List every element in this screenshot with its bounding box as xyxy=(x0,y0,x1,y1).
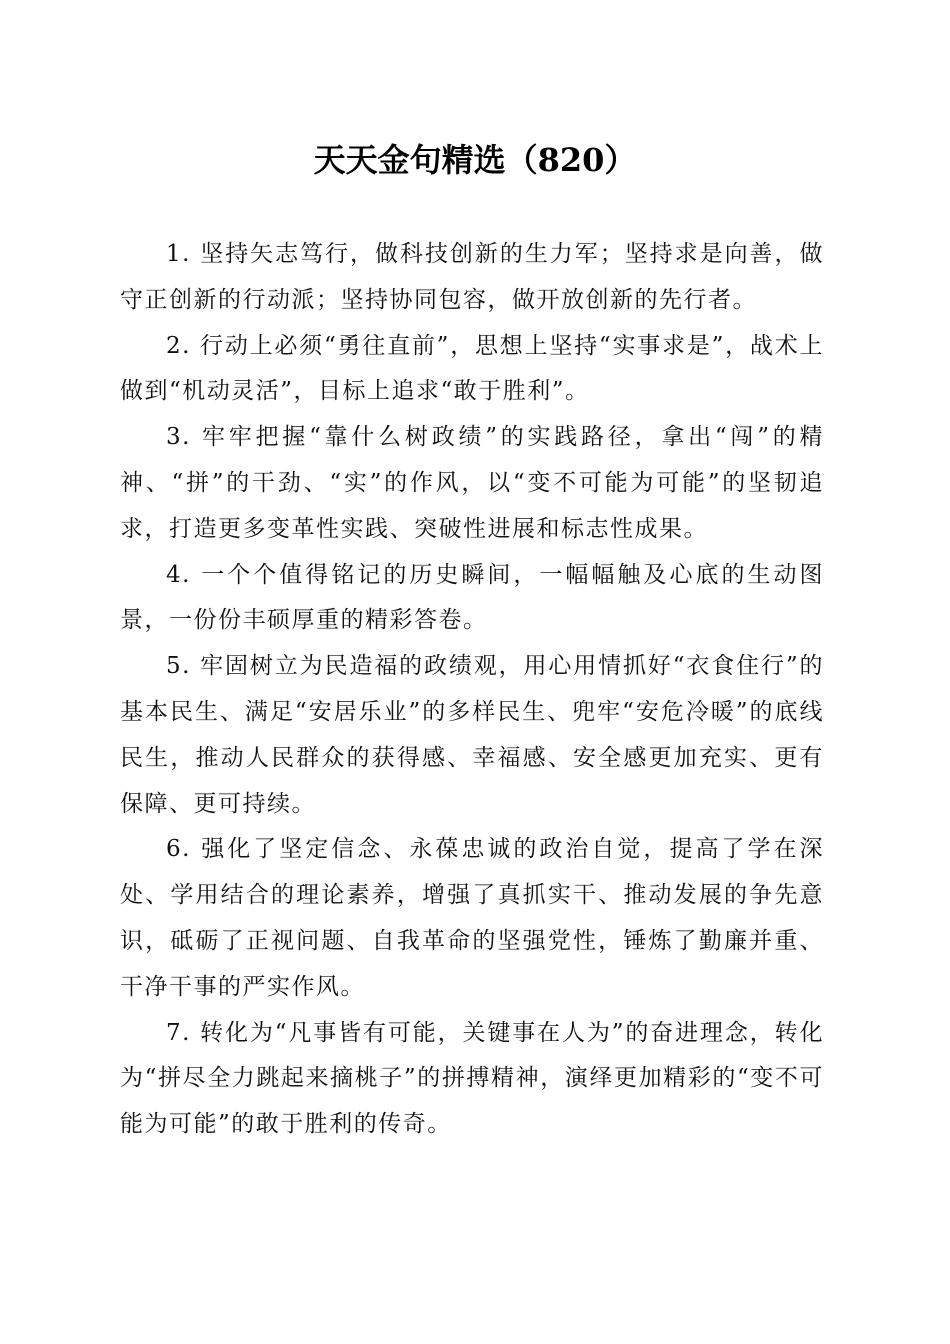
quote-paragraph-5: 5. 牢固树立为民造福的政绩观，用心用情抓好“衣食住行”的基本民生、满足“安居乐业”的多样民生、兜牢“安危冷暖”的底线民生，推动人民群众的获得感、幸福感、安全感更加充实、更有保障、更可持续。 xyxy=(120,653,824,817)
quote-paragraph-1: 1. 坚持矢志笃行，做科技创新的生力军；坚持求是向善，做守正创新的行动派；坚持协同包容，做开放创新的先行者。 xyxy=(120,241,824,313)
document-title: 天天金句精选（820） xyxy=(313,141,637,179)
quote-paragraph-2: 2. 行动上必须“勇往直前”，思想上坚持“实事求是”，战术上做到“机动灵活”，目标上追求“敢于胜利”。 xyxy=(120,332,824,405)
quote-paragraph-3: 3. 牢牢把握“靠什么树政绩”的实践路径，拿出“闯”的精神、“拼”的干劲、“实”的作风，以“变不可能为可能”的坚韧追求，打造更多变革性实践、突破性进展和标志性成果。 xyxy=(120,424,824,542)
quote-paragraph-4: 4. 一个个值得铭记的历史瞬间，一幅幅触及心底的生动图景，一份份丰硕厚重的精彩答卷。 xyxy=(120,561,824,634)
document-body xyxy=(120,232,824,1148)
quote-paragraph-7: 7. 转化为“凡事皆有可能，关键事在人为”的奋进理念，转化为“拼尽全力跳起来摘桃子”的拼搏精神，演绎更加精彩的“变不可能为可能”的敢于胜利的传奇。 xyxy=(120,1019,824,1138)
quote-paragraph-6: 6. 强化了坚定信念、永葆忠诚的政治自觉，提高了学在深处、学用结合的理论素养，增强了真抓实干、推动发展的争先意识，砥砺了正视问题、自我革命的坚强党性，锤炼了勤廉并重、干净干事的严实作风。 xyxy=(120,836,824,1000)
